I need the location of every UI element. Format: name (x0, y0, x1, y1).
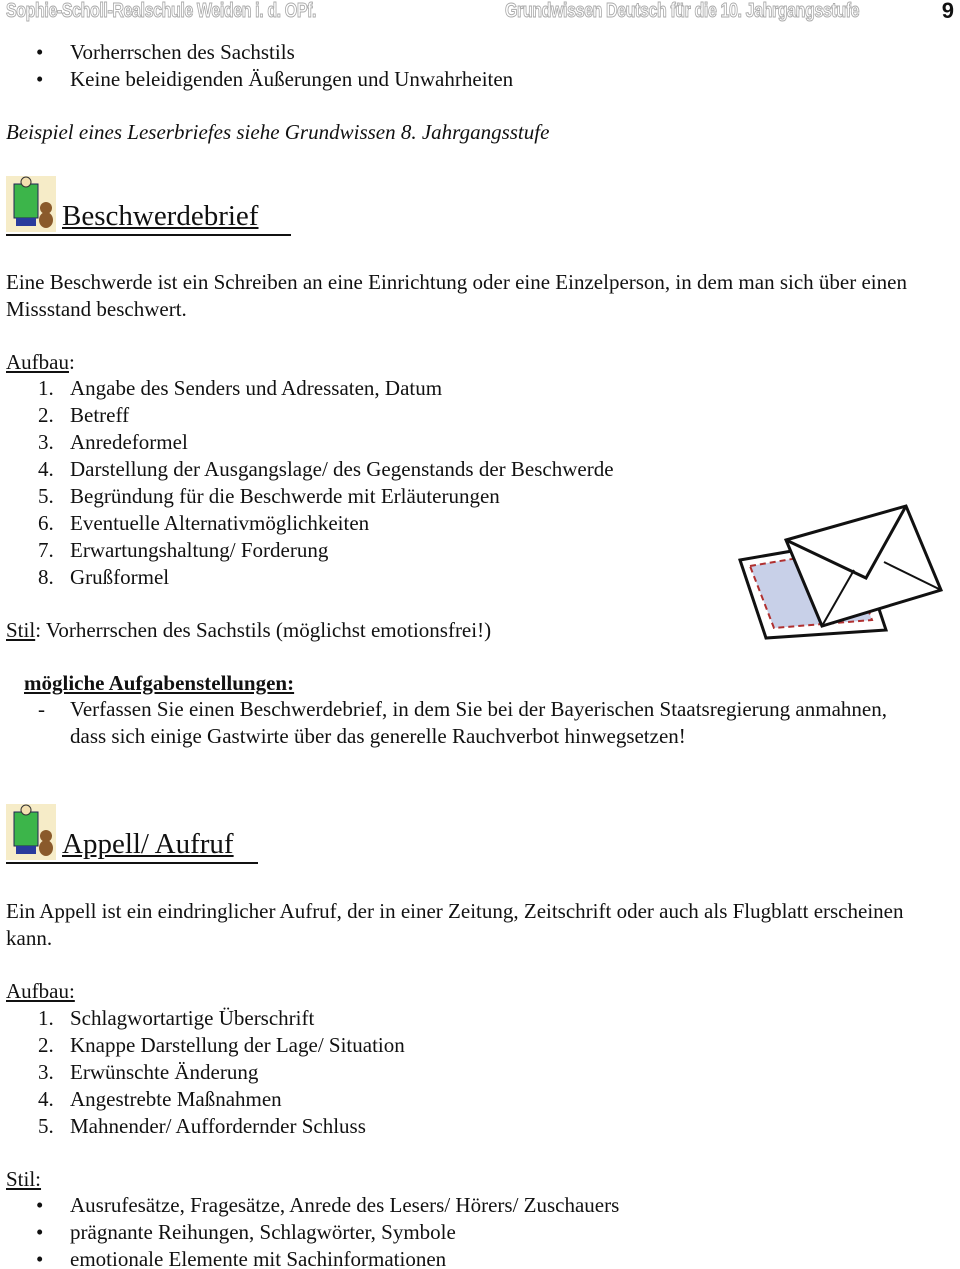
aufgabe-item: - Verfassen Sie einen Beschwerdebrief, in dem Sie bei der Bayerischen Staatsregierung anmahnen, dass sich einige Gastwirte über das generelle Rauchverbot hinwegsetzen! (38, 697, 887, 748)
top-bullet-list (6, 39, 954, 93)
reading-child-icon (6, 804, 56, 860)
aufbau-label-text: Aufbau (6, 350, 69, 374)
envelopes-clipart (736, 500, 946, 640)
list-item: 4. Angestrebte Maßnahmen (38, 1087, 282, 1111)
list-item: 2. Betreff (38, 403, 130, 427)
beschwerde-intro: Eine Beschwerde ist ein Schreiben an eine Einrichtung oder eine Einzelperson, in dem man sich über einen Missstand beschwert. (6, 270, 907, 321)
page-number: 9 (941, 0, 954, 23)
list-item: 1. Schlagwortartige Überschrift (38, 1006, 315, 1030)
appell-aufbau-label: Aufbau: (6, 979, 75, 1003)
appell-aufbau-list (6, 1005, 954, 1140)
list-item: 1. Angabe des Senders und Adressaten, Datum (38, 376, 443, 400)
header-school: Sophie-Scholl-Realschule Weiden i. d. OPf. (6, 0, 317, 22)
appell-stil-label: Stil: (6, 1167, 42, 1191)
list-item: 7. Erwartungshaltung/ Forderung (38, 538, 329, 562)
header-subject: Grundwissen Deutsch für die 10. Jahrgangsstufe (505, 0, 860, 22)
reading-child-icon (6, 176, 56, 232)
section-heading-appell (6, 804, 258, 864)
list-item: 6. Eventuelle Alternativmöglichkeiten (38, 511, 370, 535)
list-item: 2. Knappe Darstellung der Lage/ Situation (38, 1033, 405, 1057)
list-item: • Ausrufesätze, Fragesätze, Anrede des Lesers/ Hörers/ Zuschauers (6, 1192, 954, 1219)
example-note: Beispiel eines Leserbriefes siehe Grundwissen 8. Jahrgangsstufe (6, 120, 550, 144)
list-item: • Keine beleidigenden Äußerungen und Unwahrheiten (6, 66, 954, 93)
beschwerde-stil: Stil: Vorherrschen des Sachstils (möglichst emotionsfrei!) (6, 618, 492, 642)
list-item: 5. Mahnender/ Auffordernder Schluss (38, 1114, 366, 1138)
list-item: • emotionale Elemente mit Sachinformationen (6, 1246, 954, 1269)
section-heading-beschwerdebrief (6, 176, 291, 236)
aufbau-label: Aufbau: (6, 350, 75, 374)
list-item: • Vorherrschen des Sachstils (6, 39, 954, 66)
appell-intro: Ein Appell ist ein eindringlicher Aufruf, der in einer Zeitung, Zeitschrift oder auch als Flugblatt erscheinen kann. (6, 899, 904, 950)
list-item: • prägnante Reihungen, Schlagwörter, Symbole (6, 1219, 954, 1246)
aufgaben-label: mögliche Aufgabenstellungen: (24, 671, 295, 695)
appell-stil-list (6, 1192, 954, 1269)
list-item: 3. Anredeformel (38, 430, 188, 454)
heading-text: Appell/ Aufruf (62, 828, 234, 860)
list-item: 4. Darstellung der Ausgangslage/ des Gegenstands der Beschwerde (38, 457, 614, 481)
heading-text: Beschwerdebrief (62, 200, 259, 232)
list-item: 5. Begründung für die Beschwerde mit Erläuterungen (38, 484, 500, 508)
list-item: 8. Grußformel (38, 565, 170, 589)
list-item: 3. Erwünschte Änderung (38, 1060, 259, 1084)
